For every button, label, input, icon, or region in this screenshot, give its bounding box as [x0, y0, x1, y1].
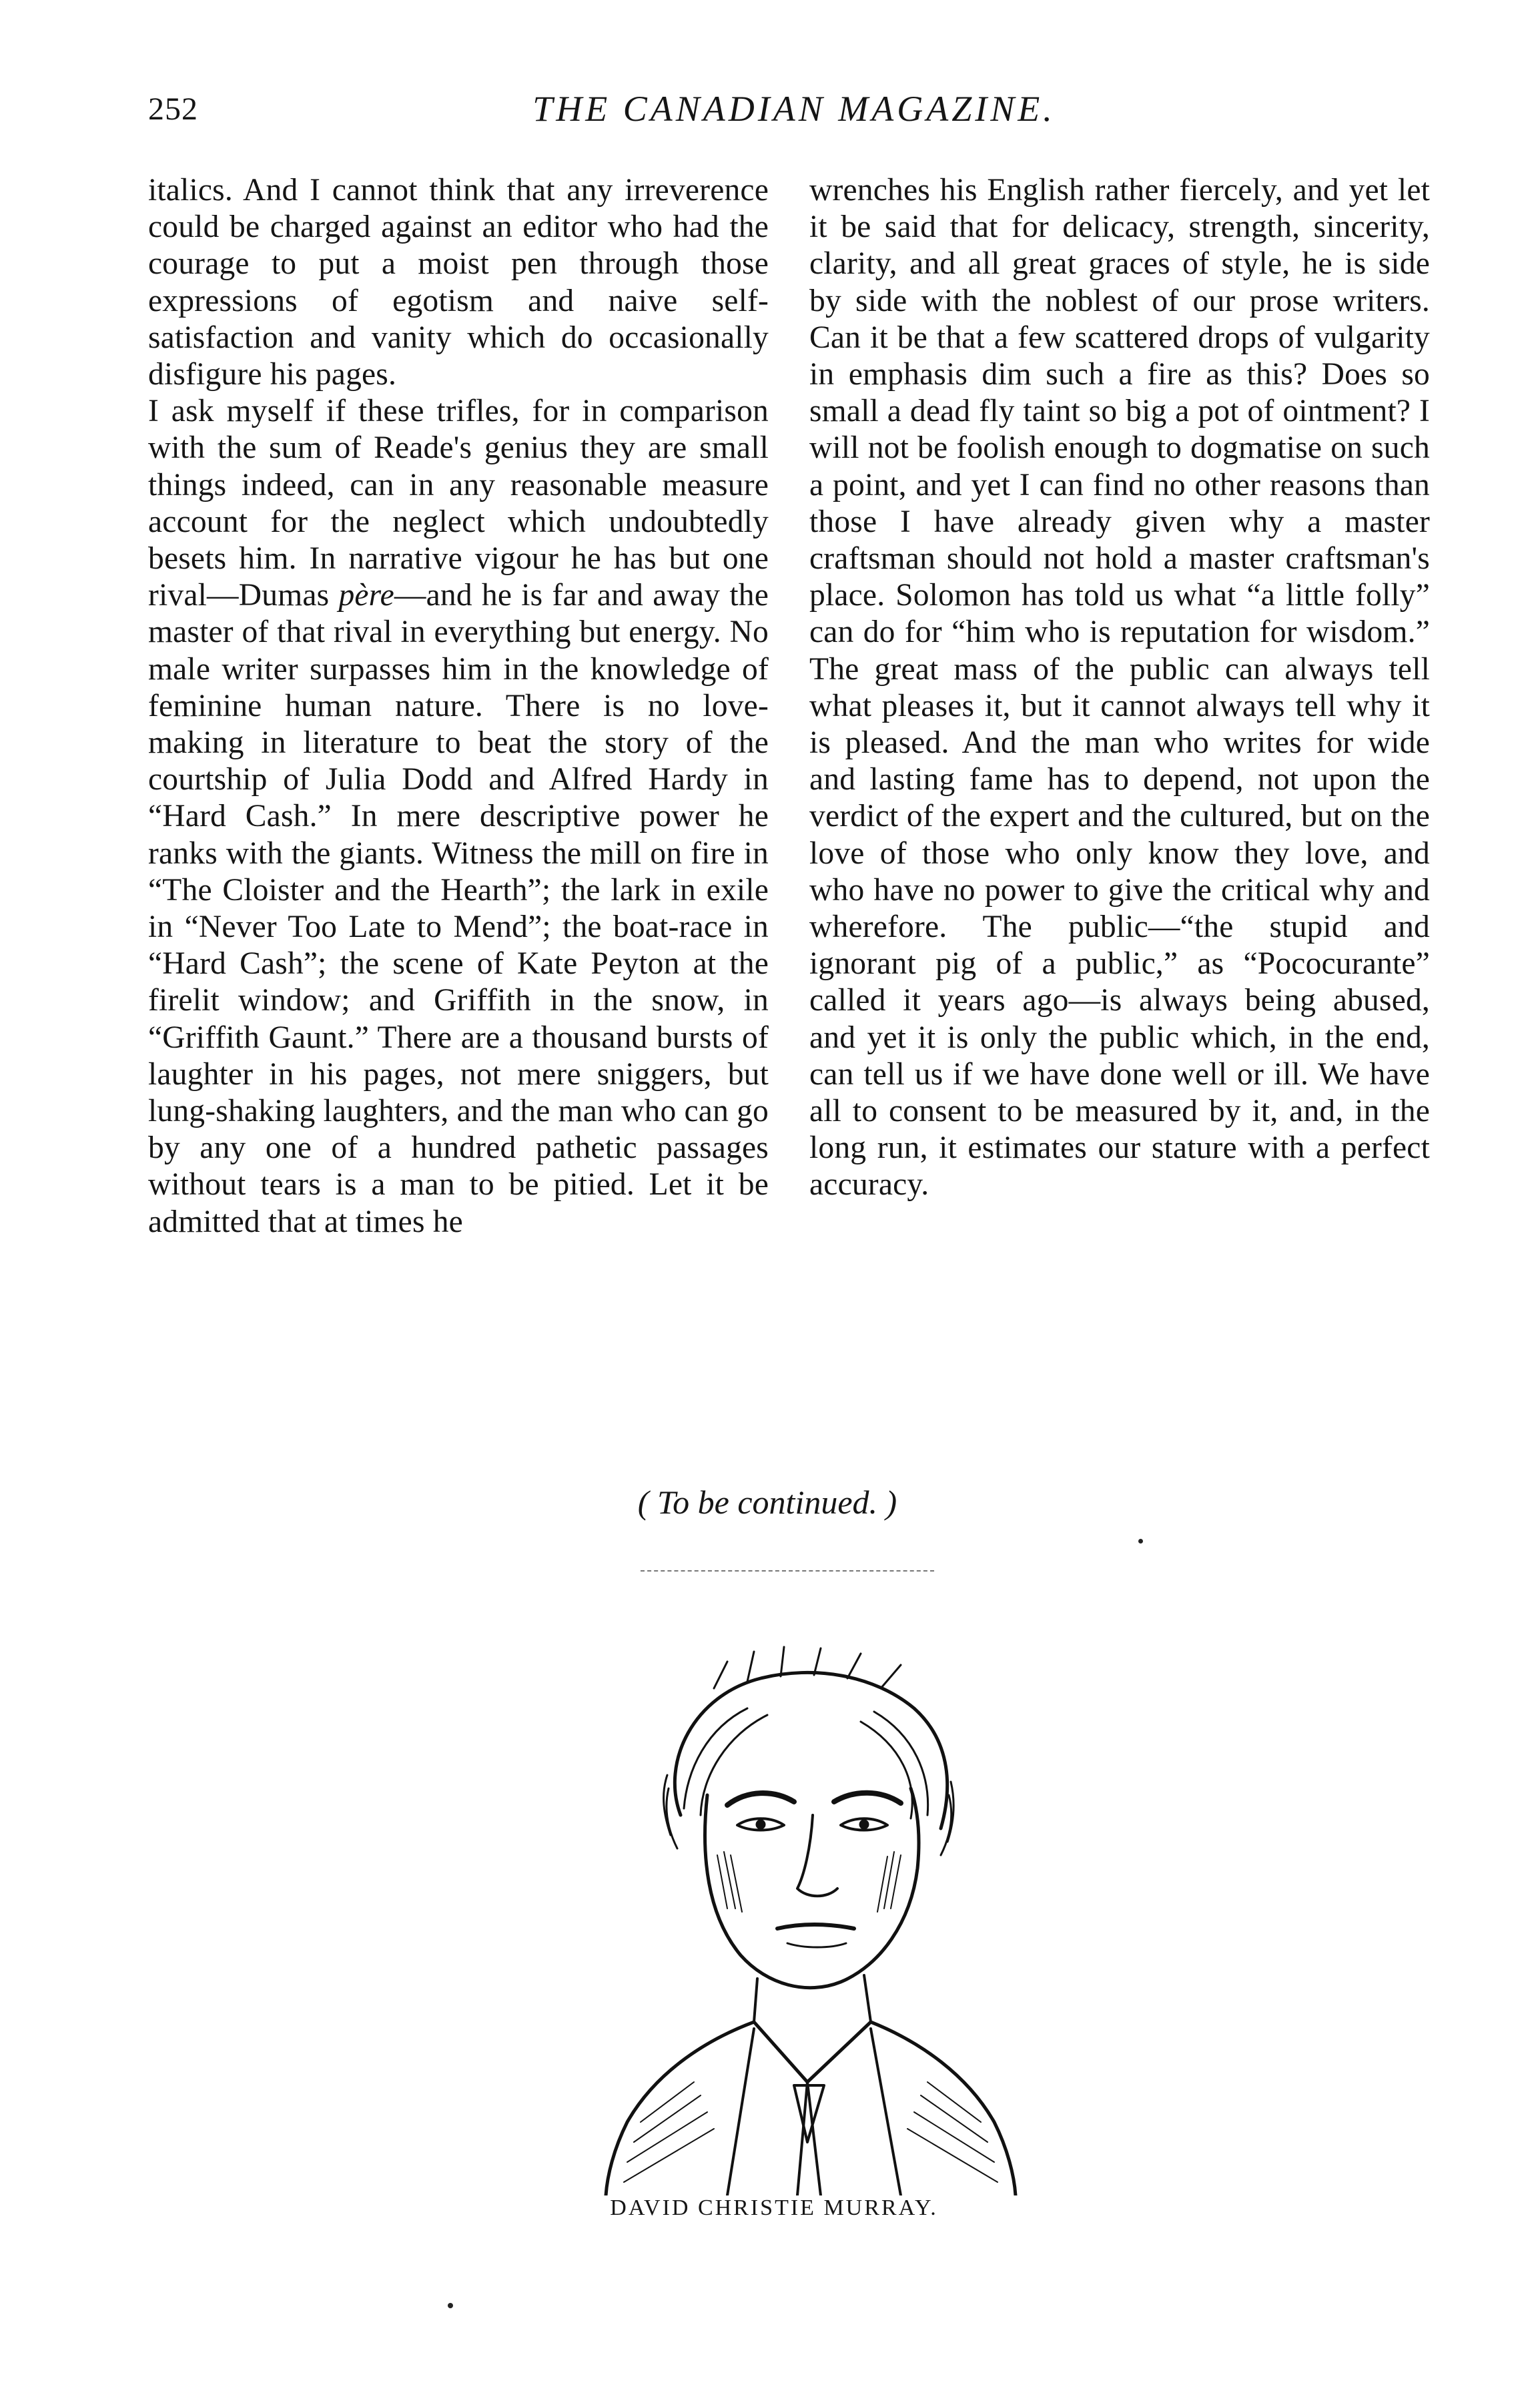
- section-divider: [641, 1570, 934, 1574]
- to-be-continued-note: ( To be continued. ): [637, 1483, 897, 1521]
- right-paragraph-1: wrenches his English rather fiercely, and yet let it be said that for delicacy, strength, sincerity, clarity, and all great graces of style, he is side by side with the noblest of our prose writers. Can it be that a few scattered drops of vulgarity in emphasis dim such a fire as this? Does so small a dead fly taint so big a pot of ointment? I will not be foolish enough to dogmatise on such a point, and yet I can find no other reasons than those I have already given why a master craftsman should not hold a master craftsman's place. Solomon has told us what “a little folly” can do for “him who is reputation for wisdom.” The great mass of the public can always tell what pleases it, but it cannot always tell why it is pleased. And the man who writes for wide and lasting fame has to depend, not upon the verdict of the expert and the cultured, but on the love of those who only know they love, and who have no power to give the critical why and wherefore. The public—“the stupid and ignorant pig of a public,” as “Pococurante” called it years ago—is always being abused, and yet it is only the public which, in the end, can tell us if we have done well or ill. We have all to consent to be measured by it, and, in the long run, it estimates our stature with a perfect accuracy.: [809, 173, 1430, 1203]
- left-column: [148, 172, 769, 1241]
- running-title: THE CANADIAN MAGAZINE.: [532, 89, 1056, 129]
- left-paragraph-2-part-a: I ask myself if these trifles, for in comparison with the sum of Reade's genius they are small things indeed, can in any reasonable measure account for the neglect which undoubtedly besets him. In narrative vigour he has but one rival—Dumas: [148, 394, 769, 613]
- left-paragraph-1: italics. And I cannot think that any irreverence could be charged against an editor who had the courage to put a moist pen through those expressions of egotism and naive self-satisfaction and vanity which do occasionally disfigure his pages.: [148, 173, 769, 392]
- left-paragraph-2-part-b: —and he is far and away the master of that rival in everything but energy. No male writer surpasses him in the knowledge of feminine human nature. There is no love-making in literature to beat the story of the courtship of Julia Dodd and Alfred Hardy in “Hard Cash.” In mere descriptive power he ranks with the giants. Witness the mill on fire in “The Cloister and the Hearth”; the lark in exile in “Never Too Late to Mend”; the boat-race in “Hard Cash”; the scene of Kate Peyton at the firelit window; and Griffith in the snow, in “Griffith Gaunt.” There are a thousand bursts of laughter in his pages, not mere sniggers, but lung-shaking laughters, and the man who can go by any one of a hundred pathetic passages without tears is a man to be pitied. Let it be admitted that at times he: [148, 578, 769, 1239]
- portrait-engraving: [527, 1615, 1074, 2195]
- right-column: [809, 172, 1430, 1204]
- left-paragraph-2: [148, 393, 769, 1241]
- portrait-caption: DAVID CHRISTIE MURRAY.: [610, 2195, 938, 2220]
- page-number: 252: [148, 91, 198, 127]
- pere-italic: père: [338, 578, 394, 613]
- print-speck: [448, 2303, 453, 2308]
- print-speck: [1138, 1539, 1143, 1544]
